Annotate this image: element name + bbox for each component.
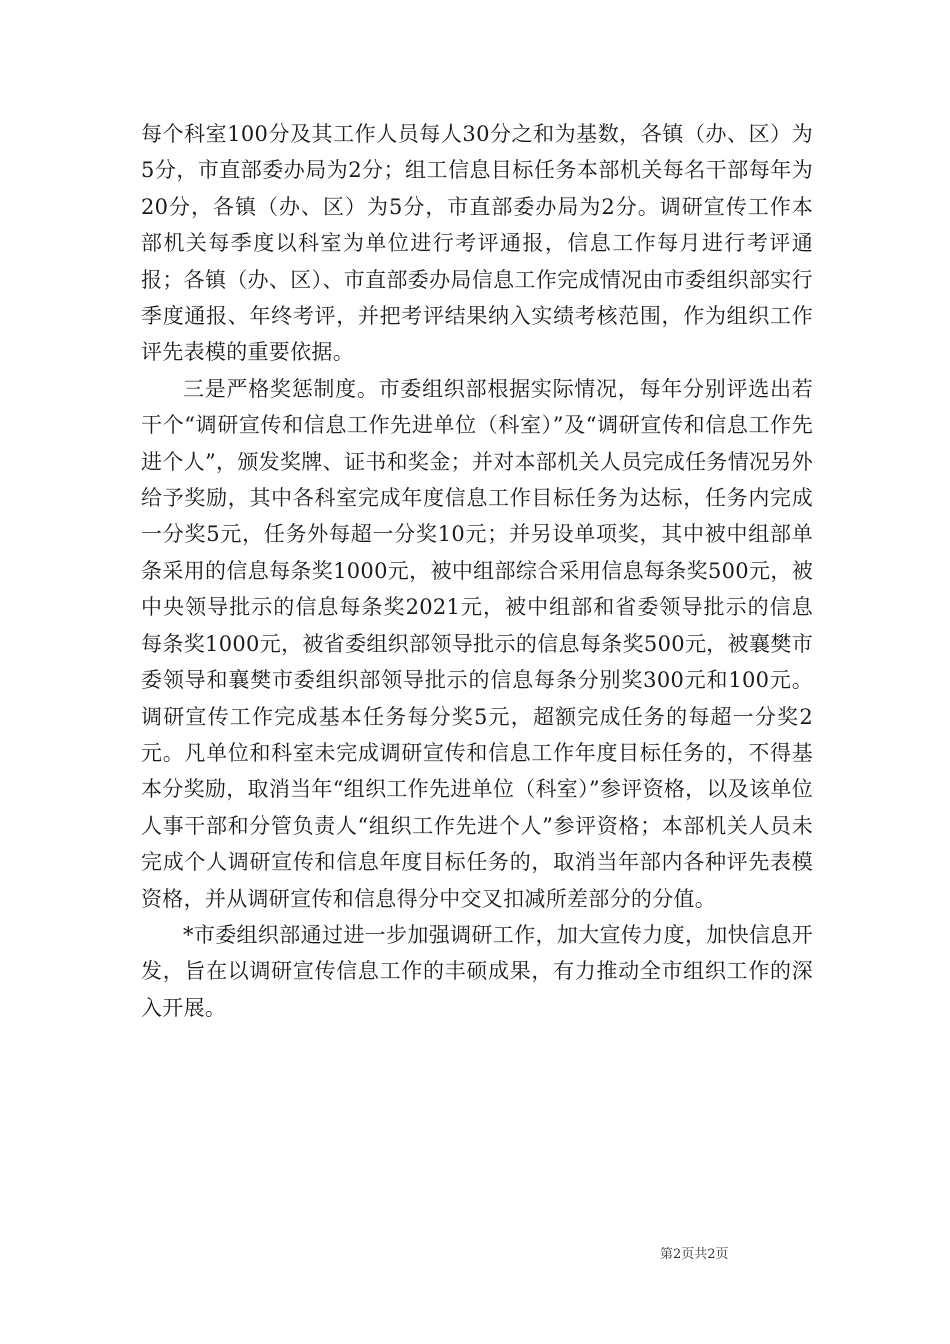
paragraph-conclusion: *市委组织部通过进一步加强调研工作，加大宣传力度，加快信息开发，旨在以调研宣传信息工作的丰硕成果，有力推动全市组织工作的深入开展。 [141,922,813,1020]
paragraph-scoring-and-evaluation: 每个科室100分及其工作人员每人30分之和为基数，各镇（办、区）为5分，市直部委办局为2分；组工信息目标任务本部机关每名干部每年为20分，各镇（办、区）为5分，市直部委办局为2分。调研宣传工作本部机关每季度以科室为单位进行考评通报，信息工作每月进行考评通报；各镇（办、区）、市直部委办局信息工作完成情况由市委组织部实行季度通报、年终考评，并把考评结果纳入实绩考核范围，作为组织工作评先表模的重要依据。 [141,122,813,365]
paragraph-rewards-and-penalties: 三是严格奖惩制度。市委组织部根据实际情况，每年分别评选出若干个“调研宣传和信息工作先进单位（科室）”及“调研宣传和信息工作先进个人”，颁发奖牌、证书和奖金；并对本部机关人员完成任务情况另外给予奖励，其中各科室完成年度信息工作目标任务为达标，任务内完成一分奖5元，任务外每超一分奖10元；并另设单项奖，其中被中组部单条采用的信息每条奖1000元，被中组部综合采用信息每条奖500元，被中央领导批示的信息每条奖2021元，被中组部和省委领导批示的信息每条奖1000元，被省委组织部领导批示的信息每条奖500元，被襄樊市委领导和襄樊市委组织部领导批示的信息每条分别奖300元和100元。调研宣传工作完成基本任务每分奖5元，超额完成任务的每超一分奖2元。凡单位和科室未完成调研宣传和信息工作年度目标任务的，不得基本分奖励，取消当年“组织工作先进单位（科室）”参评资格，以及该单位人事干部和分管负责人“组织工作先进个人”参评资格；本部机关人员未完成个人调研宣传和信息年度目标任务的，取消当年部内各种评先表模资格，并从调研宣传和信息得分中交叉扣减所差部分的分值。 [141,376,813,911]
document-body [141,116,813,1026]
page-number-footer: 第2页共2页 [660,1247,729,1262]
